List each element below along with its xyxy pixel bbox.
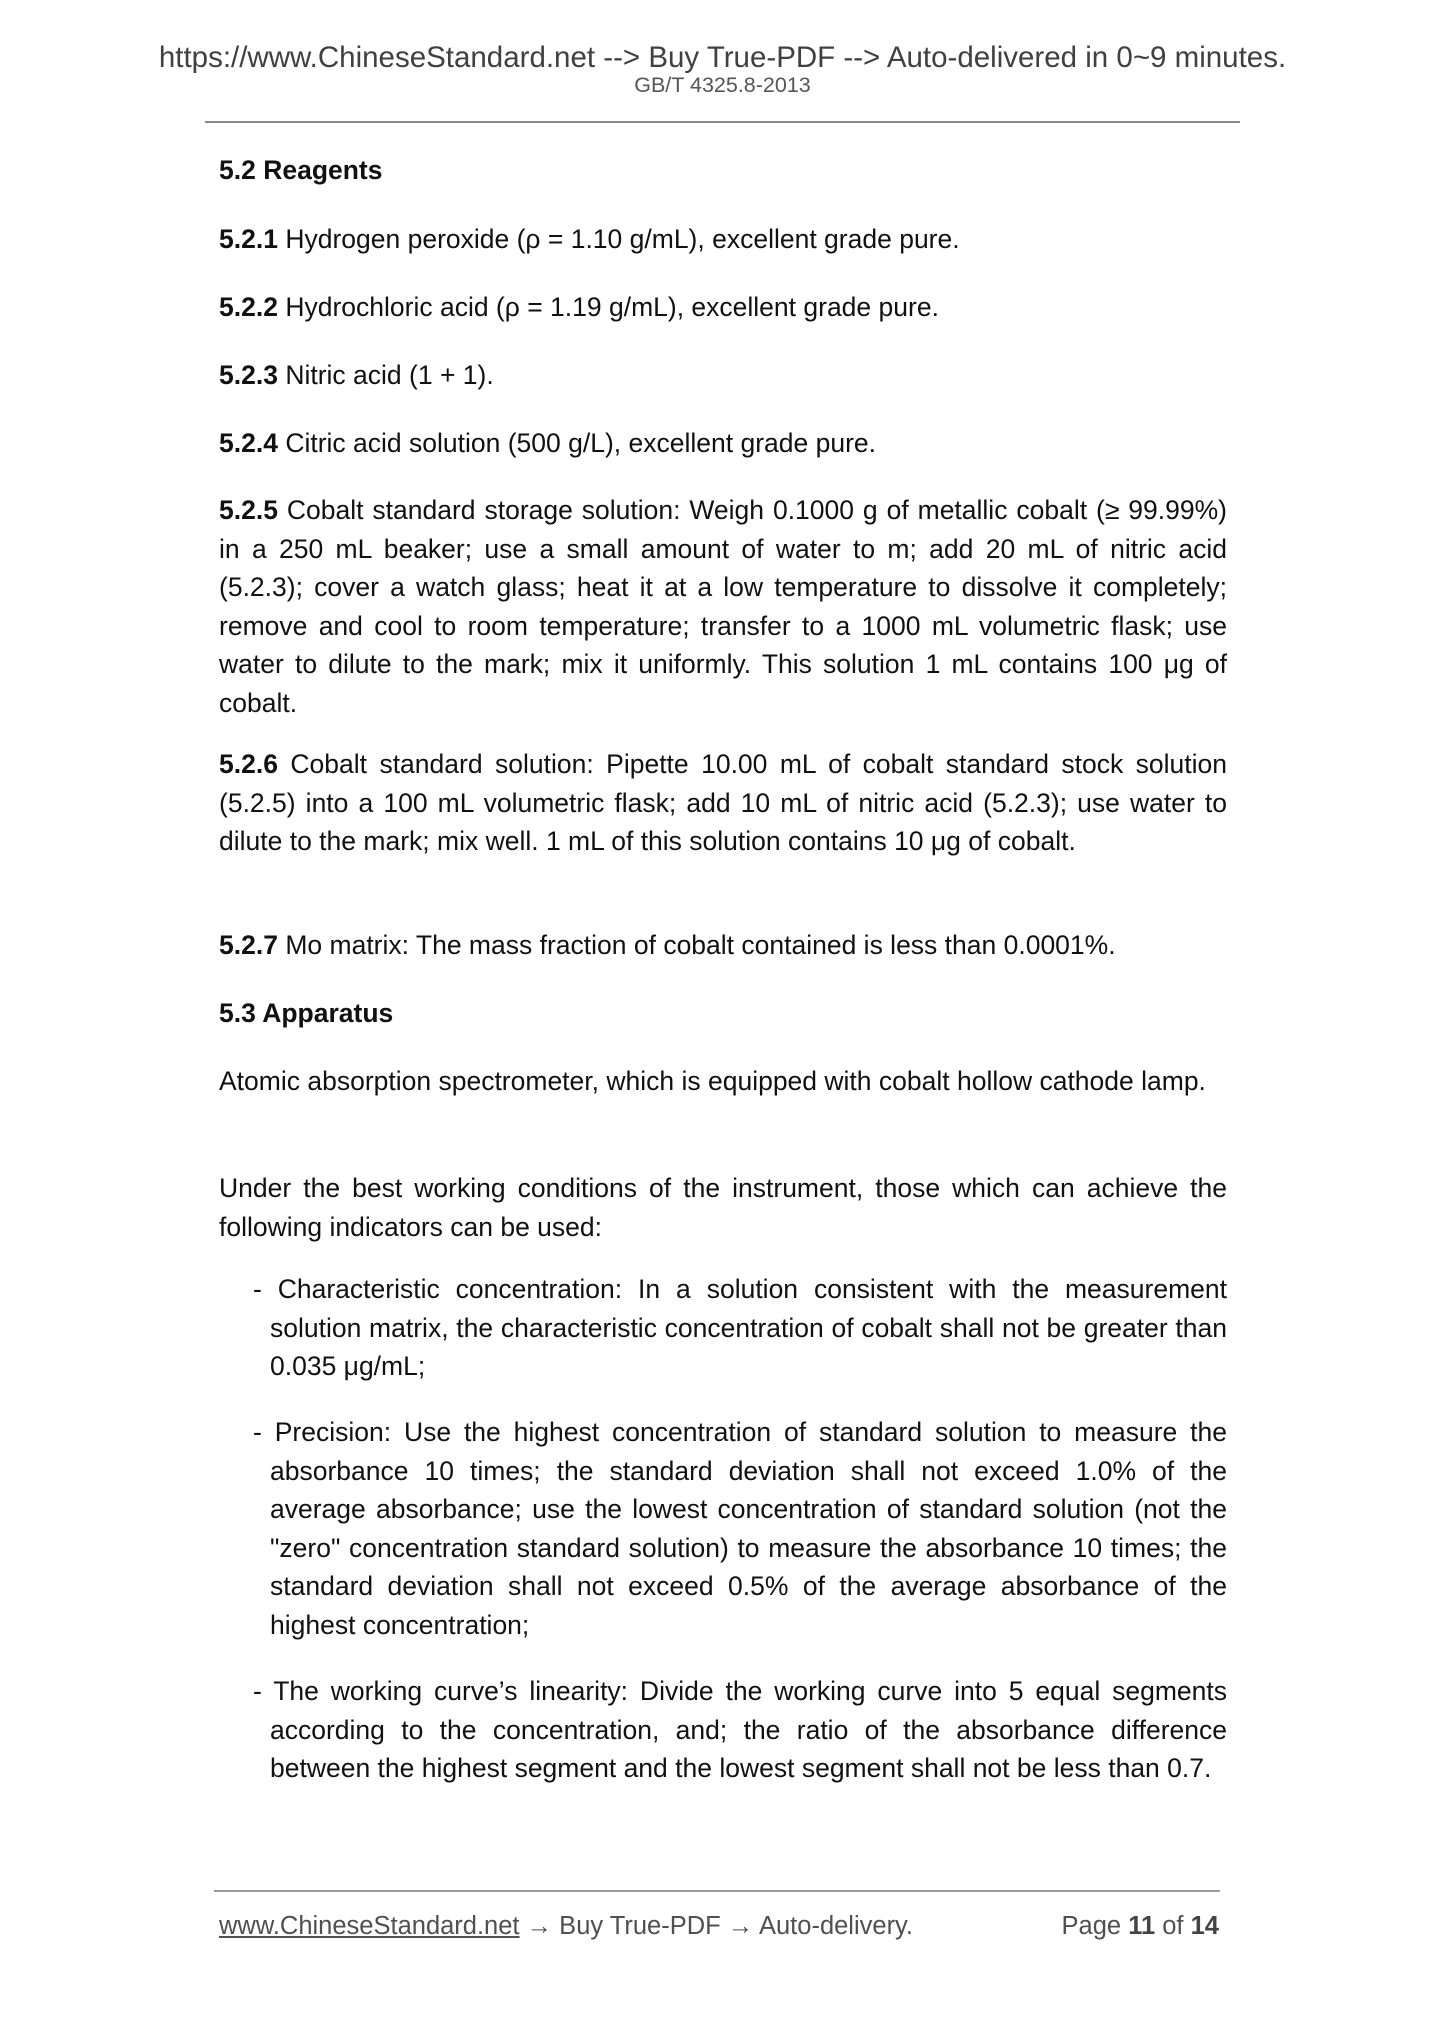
clause-5-2-1 bbox=[219, 220, 1227, 259]
clause-text: Hydrochloric acid (ρ = 1.19 g/mL), excellent grade pure. bbox=[285, 292, 939, 322]
clause-number: 5.2.4 bbox=[219, 428, 278, 458]
section-heading-reagents: 5.2 Reagents bbox=[219, 155, 383, 185]
page-label: Page bbox=[1061, 1912, 1122, 1940]
header-divider bbox=[205, 121, 1240, 123]
clause-number: 5.2.1 bbox=[219, 224, 278, 254]
footer-divider bbox=[214, 1890, 1220, 1892]
clause-text: Mo matrix: The mass fraction of cobalt contained is less than 0.0001%. bbox=[285, 930, 1116, 960]
clause-text: Cobalt standard storage solution: Weigh 0.1000 g of metallic cobalt (≥ 99.99%) in a 250 mL beaker; use a small amount of water to m; add 20 mL of nitric acid (5.2.3); cover a watch glass; heat it at a low temperature to dissolve it completely; remove and cool to room temperature; transfer to a 1000 mL volumetric flask; use water to dilute to the mark; mix it uniformly. This solution 1 mL contains 100 μg of cobalt. bbox=[219, 495, 1227, 718]
apparatus-description: Atomic absorption spectrometer, which is equipped with cobalt hollow cathode lamp. bbox=[219, 1066, 1206, 1096]
header-banner: https://www.ChineseStandard.net --> Buy True-PDF --> Auto-delivered in 0~9 minutes. bbox=[158, 41, 1287, 74]
standard-code: GB/T 4325.8-2013 bbox=[634, 73, 811, 97]
footer-trail: → Buy True-PDF → Auto-delivery. bbox=[519, 1912, 913, 1940]
page-indicator bbox=[1062, 1910, 1219, 1942]
apparatus-conditions: Under the best working conditions of the instrument, those which can achieve the following indicators can be used: bbox=[219, 1173, 1227, 1242]
clause-number: 5.2.2 bbox=[219, 292, 278, 322]
clause-5-2-2 bbox=[219, 288, 1227, 327]
page-total: 14 bbox=[1190, 1912, 1219, 1940]
page-of: of bbox=[1162, 1912, 1184, 1940]
clause-5-2-7 bbox=[219, 926, 1227, 965]
clause-number: 5.2.3 bbox=[219, 360, 278, 390]
indicator-characteristic-concentration: - Characteristic concentration: In a solution consistent with the measurement solution matrix, the characteristic concentration of cobalt shall not be greater than 0.035 μg/mL; bbox=[253, 1274, 1227, 1381]
page-current: 11 bbox=[1128, 1912, 1156, 1940]
footer bbox=[219, 1910, 1219, 1942]
footer-site-link[interactable]: www.ChineseStandard.net bbox=[219, 1912, 520, 1940]
clause-5-2-3 bbox=[219, 356, 1227, 395]
indicator-linearity: - The working curve’s linearity: Divide the working curve into 5 equal segments according to the concentration, and; the ratio of the absorbance difference between the highest segment and the lowest segment shall not be less than 0.7. bbox=[253, 1676, 1227, 1783]
clause-5-2-5 bbox=[219, 491, 1227, 722]
clause-5-2-6 bbox=[219, 745, 1227, 861]
clause-text: Citric acid solution (500 g/L), excellent grade pure. bbox=[285, 428, 877, 458]
clause-text: Cobalt standard solution: Pipette 10.00 mL of cobalt standard stock solution (5.2.5) into a 100 mL volumetric flask; add 10 mL of nitric acid (5.2.3); use water to dilute to the mark; mix well. 1 mL of this solution contains 10 μg of cobalt. bbox=[219, 749, 1227, 856]
indicator-precision: - Precision: Use the highest concentration of standard solution to measure the absorbance 10 times; the standard deviation shall not exceed 1.0% of the average absorbance; use the lowest concentration of standard solution (not the "zero" concentration standard solution) to measure the absorbance 10 times; the standard deviation shall not exceed 0.5% of the average absorbance of the highest concentration; bbox=[253, 1417, 1227, 1640]
clause-number: 5.2.6 bbox=[219, 749, 278, 779]
clause-5-2-4 bbox=[219, 424, 1227, 463]
clause-text: Hydrogen peroxide (ρ = 1.10 g/mL), excellent grade pure. bbox=[285, 224, 960, 254]
clause-text: Nitric acid (1 + 1). bbox=[285, 360, 494, 390]
clause-number: 5.2.7 bbox=[219, 930, 278, 960]
clause-number: 5.2.5 bbox=[219, 495, 278, 525]
section-heading-apparatus: 5.3 Apparatus bbox=[219, 998, 394, 1028]
